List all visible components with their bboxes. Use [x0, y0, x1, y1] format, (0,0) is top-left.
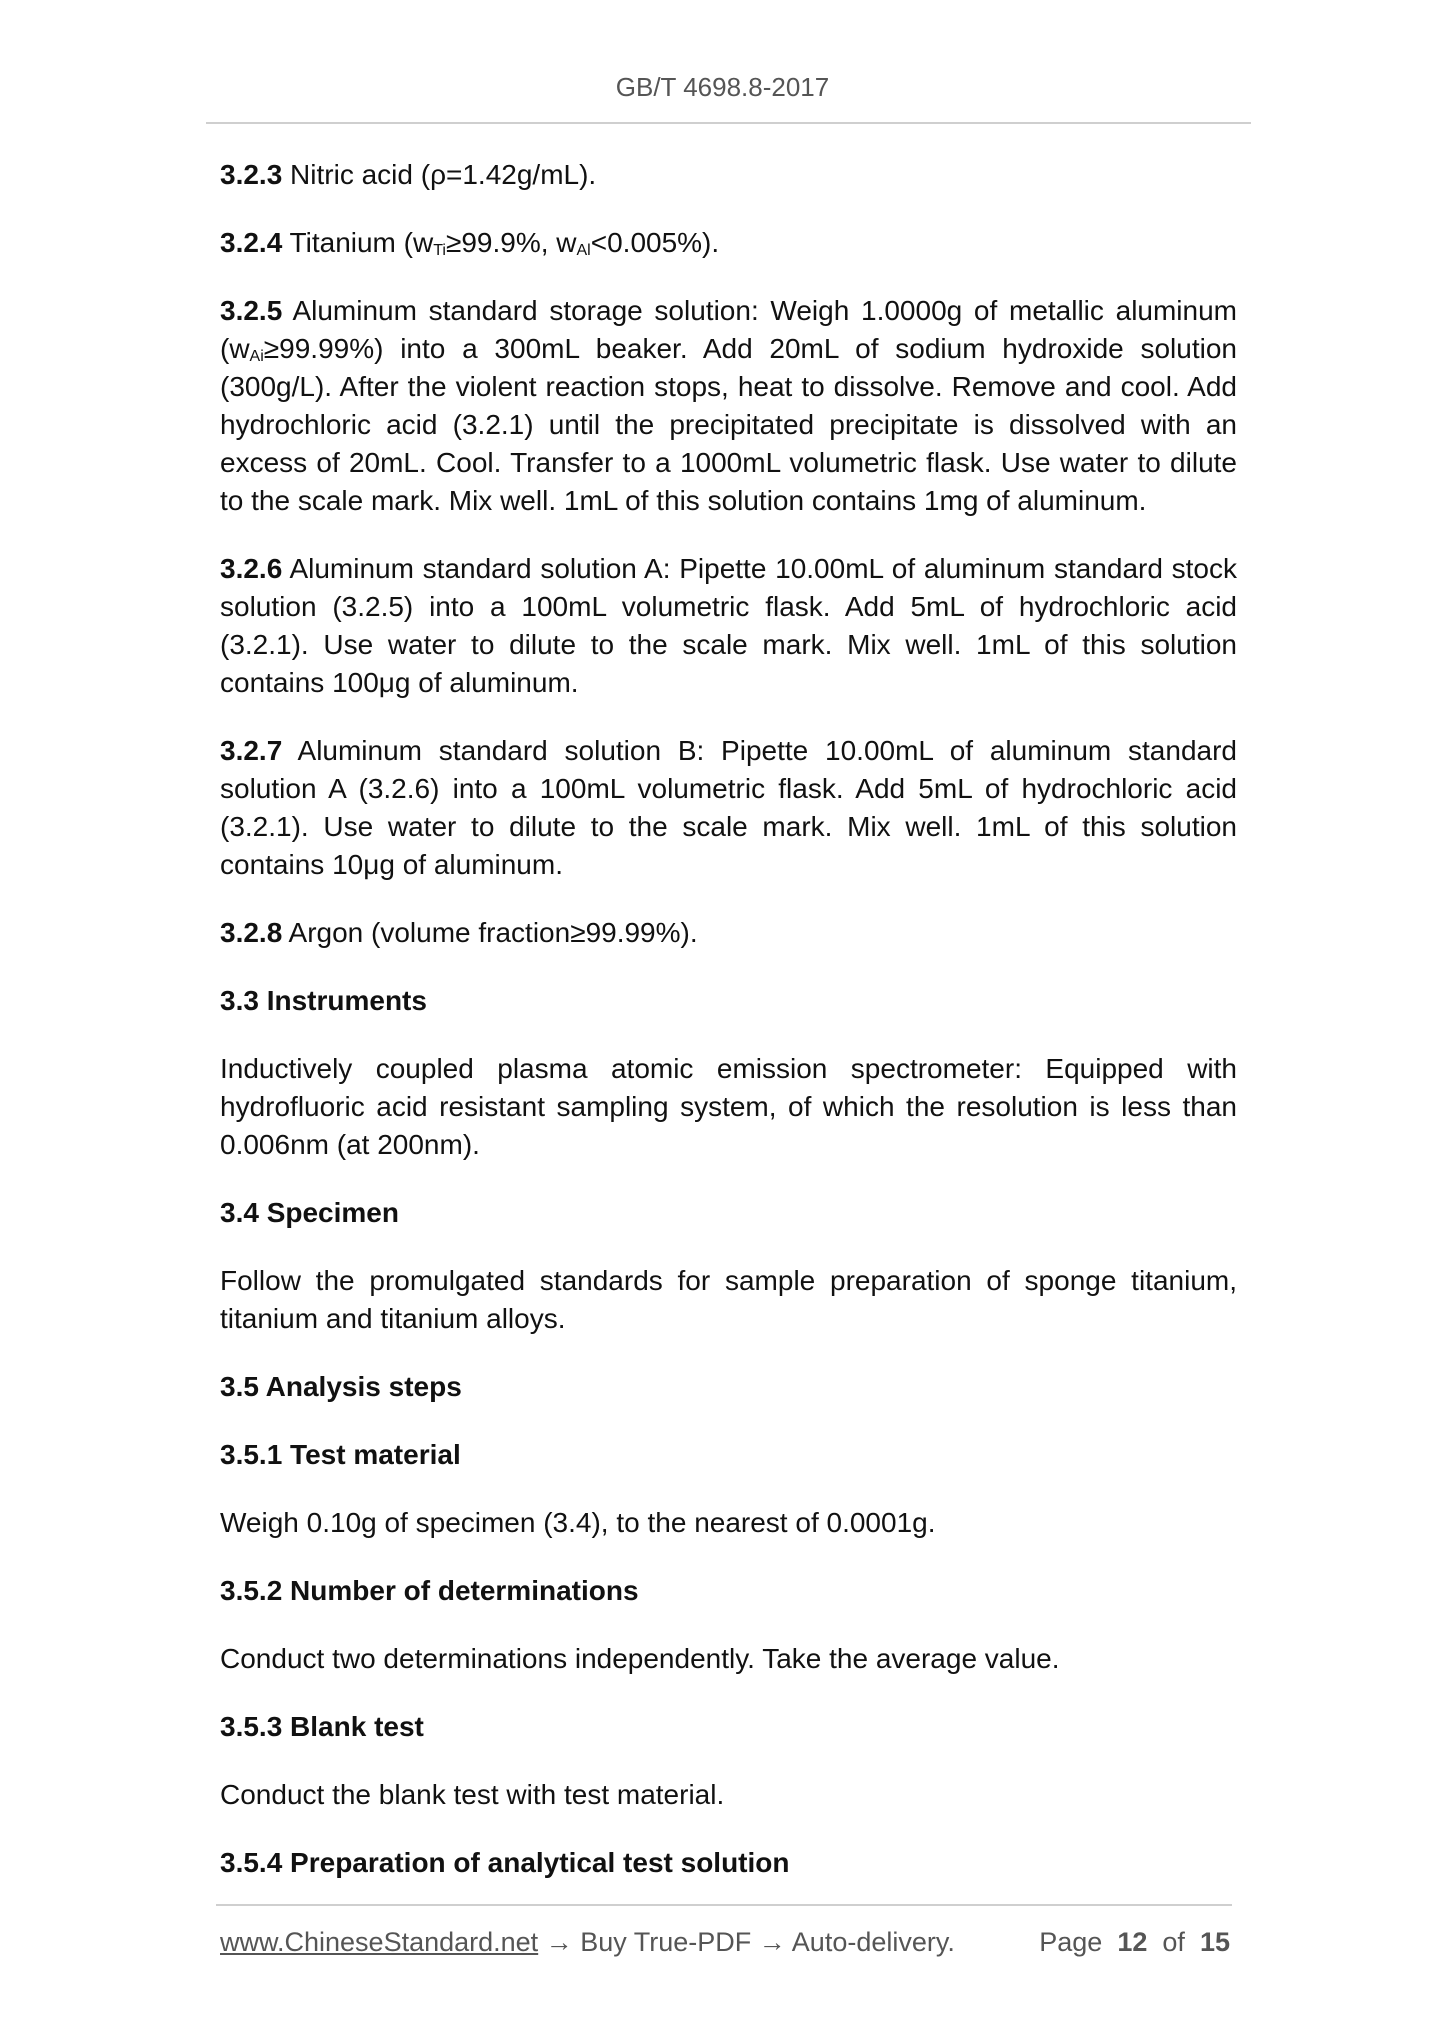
clause-text: <0.005%). — [590, 227, 720, 258]
clause-text: ≥99.9%, w — [445, 227, 577, 258]
subscript: Ai — [249, 348, 264, 365]
website-link[interactable]: www.ChineseStandard.net — [220, 1927, 539, 1957]
paragraph-blank-test: Conduct the blank test with test material. — [220, 1779, 725, 1810]
clause-number: 3.2.6 — [220, 553, 283, 584]
paragraph-determinations: Conduct two determinations independently. Take the average value. — [220, 1643, 1060, 1674]
clause-number: 3.2.7 — [220, 735, 283, 766]
page-label: Page — [1039, 1927, 1103, 1957]
clause-text: Aluminum standard storage solution: Weigh 1.0000g of metallic aluminum (w — [220, 295, 1237, 364]
clause-text: ≥99.99%) into a 300mL beaker. Add 20mL of sodium hydroxide solution (300g/L). After the violent reaction stops, heat to dissolve. Remove and cool. Add hydrochloric acid (3.2.1) until the precipitated precipitate is dissolved with an excess of 20mL. Cool. Transfer to a 1000mL volumetric flask. Use water to dilute to the scale mark. Mix well. 1mL of this solution contains 1mg of aluminum. — [220, 333, 1237, 516]
arrow-icon: → — [758, 1927, 786, 1957]
paragraph-specimen: Follow the promulgated standards for sample preparation of sponge titanium, titanium and titanium alloys. — [220, 1265, 1237, 1334]
heading-specimen: 3.4 Specimen — [220, 1197, 399, 1228]
arrow-icon: → — [545, 1927, 573, 1957]
heading-test-material: 3.5.1 Test material — [220, 1439, 461, 1470]
clause-number: 3.2.3 — [220, 159, 283, 190]
current-page: 12 — [1117, 1927, 1148, 1957]
clause-text: Aluminum standard solution B: Pipette 10.00mL of aluminum standard solution A (3.2.6) into a 100mL volumetric flask. Add 5mL of hydrochloric acid (3.2.1). Use water to dilute to the scale mark. Mix well. 1mL of this solution contains 10μg of aluminum. — [220, 735, 1237, 880]
clause-text: Aluminum standard solution A: Pipette 10.00mL of aluminum standard stock solution (3.2.5) into a 100mL volumetric flask. Add 5mL of hydrochloric acid (3.2.1). Use water to dilute to the scale mark. Mix well. 1mL of this solution contains 100μg of aluminum. — [220, 553, 1237, 698]
of-label: of — [1162, 1927, 1185, 1957]
clause-3-2-5 — [220, 292, 1237, 520]
subscript: Al — [576, 242, 591, 259]
page-header-title: GB/T 4698.8-2017 — [615, 72, 830, 102]
clause-3-2-8 — [220, 914, 1237, 952]
document-body — [220, 156, 1237, 1912]
page-footer — [220, 1922, 1230, 1962]
heading-preparation: 3.5.4 Preparation of analytical test solution — [220, 1847, 790, 1878]
clause-3-2-4 — [220, 224, 1237, 262]
clause-3-2-7 — [220, 732, 1237, 884]
clause-3-2-3 — [220, 156, 1237, 194]
clause-number: 3.2.5 — [220, 295, 283, 326]
footer-promo — [220, 1922, 955, 1962]
clause-number: 3.2.4 — [220, 227, 283, 258]
paragraph-instruments: Inductively coupled plasma atomic emission spectrometer: Equipped with hydrofluoric acid resistant sampling system, of which the resolution is less than 0.006nm (at 200nm). — [220, 1053, 1237, 1160]
page-number — [1039, 1922, 1230, 1962]
clause-number: 3.2.8 — [220, 917, 283, 948]
clause-text: Nitric acid (ρ=1.42g/mL). — [282, 159, 597, 190]
clause-3-2-6 — [220, 550, 1237, 702]
footer-divider — [216, 1904, 1232, 1906]
heading-blank-test: 3.5.3 Blank test — [220, 1711, 424, 1742]
subscript: Ti — [433, 242, 446, 259]
header-divider — [206, 122, 1251, 124]
buy-text: Buy True-PDF — [580, 1927, 752, 1957]
heading-instruments: 3.3 Instruments — [220, 985, 427, 1016]
paragraph-test-material: Weigh 0.10g of specimen (3.4), to the nearest of 0.0001g. — [220, 1507, 936, 1538]
heading-analysis-steps: 3.5 Analysis steps — [220, 1371, 462, 1402]
clause-text: Argon (volume fraction≥99.99%). — [282, 917, 698, 948]
clause-text: Titanium (w — [282, 227, 434, 258]
delivery-text: Auto-delivery. — [791, 1927, 955, 1957]
heading-number-of-determinations: 3.5.2 Number of determinations — [220, 1575, 639, 1606]
total-pages: 15 — [1199, 1927, 1230, 1957]
